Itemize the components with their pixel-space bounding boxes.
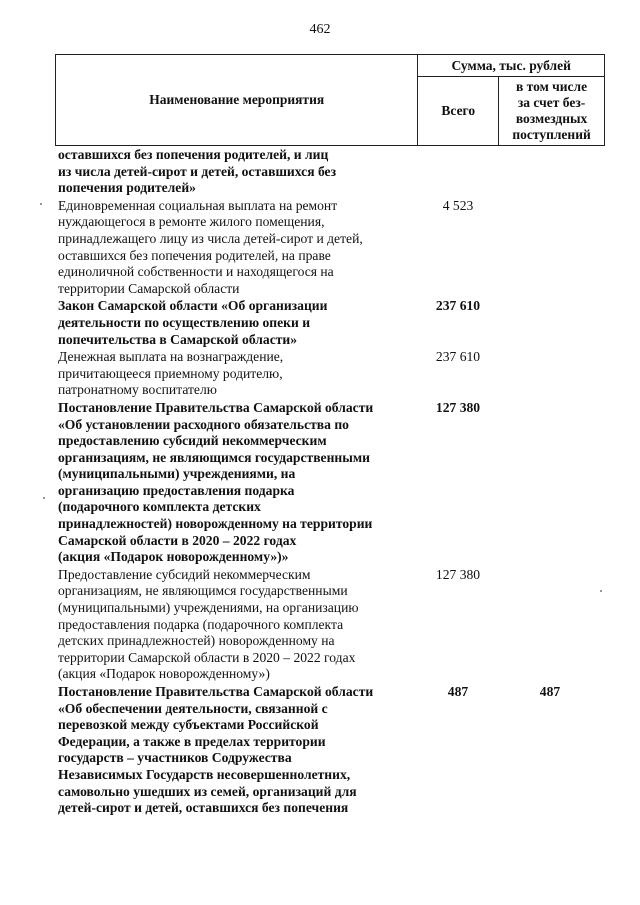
table-row xyxy=(58,147,608,197)
table-row xyxy=(58,198,608,298)
row-total: 127 380 xyxy=(435,399,481,415)
table-row xyxy=(58,567,608,683)
row-total: 487 xyxy=(447,684,469,699)
table-row xyxy=(58,349,608,399)
table-row xyxy=(58,298,608,348)
row-total: 237 610 xyxy=(435,349,481,365)
row-name: Постановление Правительства Самарской области «Об обеспечении деятельности, связанной с перевозкой между субъектами Российской Федерации, а также в пределах территории государств – участников Содружества Независимых Государств несовершеннолетних, самовольно ушедших из семей, организаций для детей-сирот и детей, оставшихся без попечения xyxy=(58,684,374,816)
row-total: 4 523 xyxy=(442,197,474,213)
scan-speck xyxy=(40,203,42,205)
header-name-column: Наименование мероприятия xyxy=(56,55,418,146)
scan-speck xyxy=(43,497,45,499)
row-name: Предоставление субсидий некоммерческим организациям, не являющимся государственными (муниципальными) учреждениями, на организацию предоставления подарка (подарочного комплекта детских принадлежностей) новорожденному на территории Самарской области в 2020 – 2022 годах (акция «Подарок новорожденному») xyxy=(58,566,359,682)
table-row xyxy=(58,400,608,566)
scan-speck xyxy=(600,590,602,592)
row-name: Единовременная социальная выплата на ремонт нуждающегося в ремонте жилого помещения, принадлежащего лицу из числа детей-сирот и детей, оставшихся без попечения родителей, на праве единоличной собственности и находящегося на территории Самарской области xyxy=(58,197,363,296)
header-incl-column: в том числе за счет без- возмездных поступлений xyxy=(499,77,605,146)
header-total-column: Всего xyxy=(418,77,499,146)
page-number: 462 xyxy=(309,22,331,37)
row-name: Денежная выплата на вознаграждение, причитающееся приемному родителю, патронатному воспитателю xyxy=(58,349,284,398)
table-body xyxy=(58,147,608,817)
row-name: оставшихся без попечения родителей, и лиц из числа детей-сирот и детей, оставшихся без попечения родителей» xyxy=(58,147,337,196)
row-incl: 487 xyxy=(539,684,561,699)
table-row xyxy=(58,684,608,817)
row-total: 237 610 xyxy=(435,298,481,314)
row-total: 127 380 xyxy=(435,566,481,582)
table-header xyxy=(55,54,605,146)
row-name: Постановление Правительства Самарской области «Об установлении расходного обязательства по предоставлению субсидий некоммерческим организациям, не являющимся государственными (муниципальными) учреждениями, на организацию предоставления подарка (подарочного комплекта детских принадлежностей) новорожденному на территории Самарской области в 2020 – 2022 годах (акция «Подарок новорожденному»)» xyxy=(58,399,374,565)
row-name: Закон Самарской области «Об организации деятельности по осуществлению опеки и попечительства в Самарской области» xyxy=(58,298,328,347)
header-sum-column: Сумма, тыс. рублей xyxy=(418,55,605,77)
